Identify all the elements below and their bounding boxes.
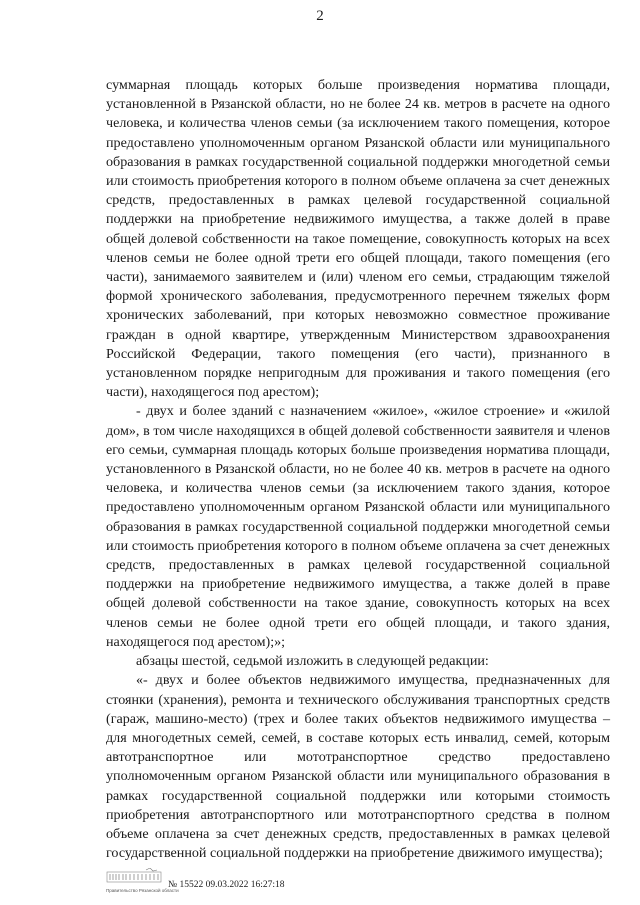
page-number: 2 (316, 8, 324, 24)
paragraph-garage-clause: «- двух и более объектов недвижимого имущества, предназначенных для стоянки (хранения), ремонта и технического обслуживания транспортных средств (гараж, машино-место) (трех и более таких объектов недвижимого имущества – для многодетных семей, семей, в составе которых есть инвалид, семей, которым автотранспортное или мототранспортное средство предоставлено уполномоченным органом Рязанской области или муниципального образования в рамках государственной социальной поддержки или которыми стоимость приобретения автотранспортного или мототранспортного средства в полном объеме оплачена за счет денежных средств, предоставленных в рамках целевой государственной социальной поддержки на приобретение движимого имущества); (106, 672, 610, 862)
registration-datetime: 09.03.2022 16:27:18 (205, 880, 285, 890)
paragraph-continuation: суммарная площадь которых больше произведения норматива площади, установленной в Рязанской области, но не более 24 кв. метров в расчете на одного человека, и количества членов семьи (за исключением такого помещения, которое предоставлено уполномоченным органом Рязанской области или муниципального образования в рамках государственной социальной поддержки многодетной семьи или стоимость приобретения которого в полном объеме оплачена за счет денежных средств, предоставленных в рамках целевой государственной социальной поддержки на приобретение недвижимого имущества, а также долей в праве общей долевой собственности на такое помещение, совокупность которых на всех членов семьи не более одной трети его общей площади, такого помещения (его части), занимаемого заявителем и (или) членом его семьи, страдающим тяжелой формой хронического заболевания, предусмотренного перечнем тяжелых форм хронических заболеваний, при которых невозможно совместное проживание граждан в одной квартире, утвержденным Министерством здравоохранения Российской Федерации, такого помещения (его части), признанного в установленном порядке непригодным для проживания и такого помещения (его части), находящегося под арестом); (106, 77, 610, 401)
paragraph-amendment-instruction: абзацы шестой, седьмой изложить в следующей редакции: (136, 653, 489, 670)
paragraph-buildings-clause: - двух и более зданий с назначением «жилое», «жилое строение» и «жилой дом», в том числе находящихся в общей долевой собственности заявителя и членов его семьи, суммарная площадь которых больше произведения норматива площади, установленного в Рязанской области, но не более 40 кв. метров в расчете на одного человека, и количества членов семьи (за исключением такого здания, которое предоставлено уполномоченным органом Рязанской области или муниципального образования в рамках государственной социальной поддержки многодетной семьи или стоимость приобретения которого в полном объеме оплачена за счет денежных средств, предоставленных в рамках целевой государственной социальной поддержки на приобретение недвижимого имущества, а также долей в праве общей долевой собственности на такое здание, совокупность которых на всех членов семьи не более одной трети его общей площади, и такого здания, находящегося под арестом);»; (106, 403, 610, 650)
document-body (106, 76, 610, 863)
registration-footer (168, 880, 284, 890)
registration-stamp-icon (106, 868, 162, 888)
document-number: № 15522 (168, 880, 204, 890)
stamp-caption: Правительство Рязанской области (106, 888, 179, 893)
